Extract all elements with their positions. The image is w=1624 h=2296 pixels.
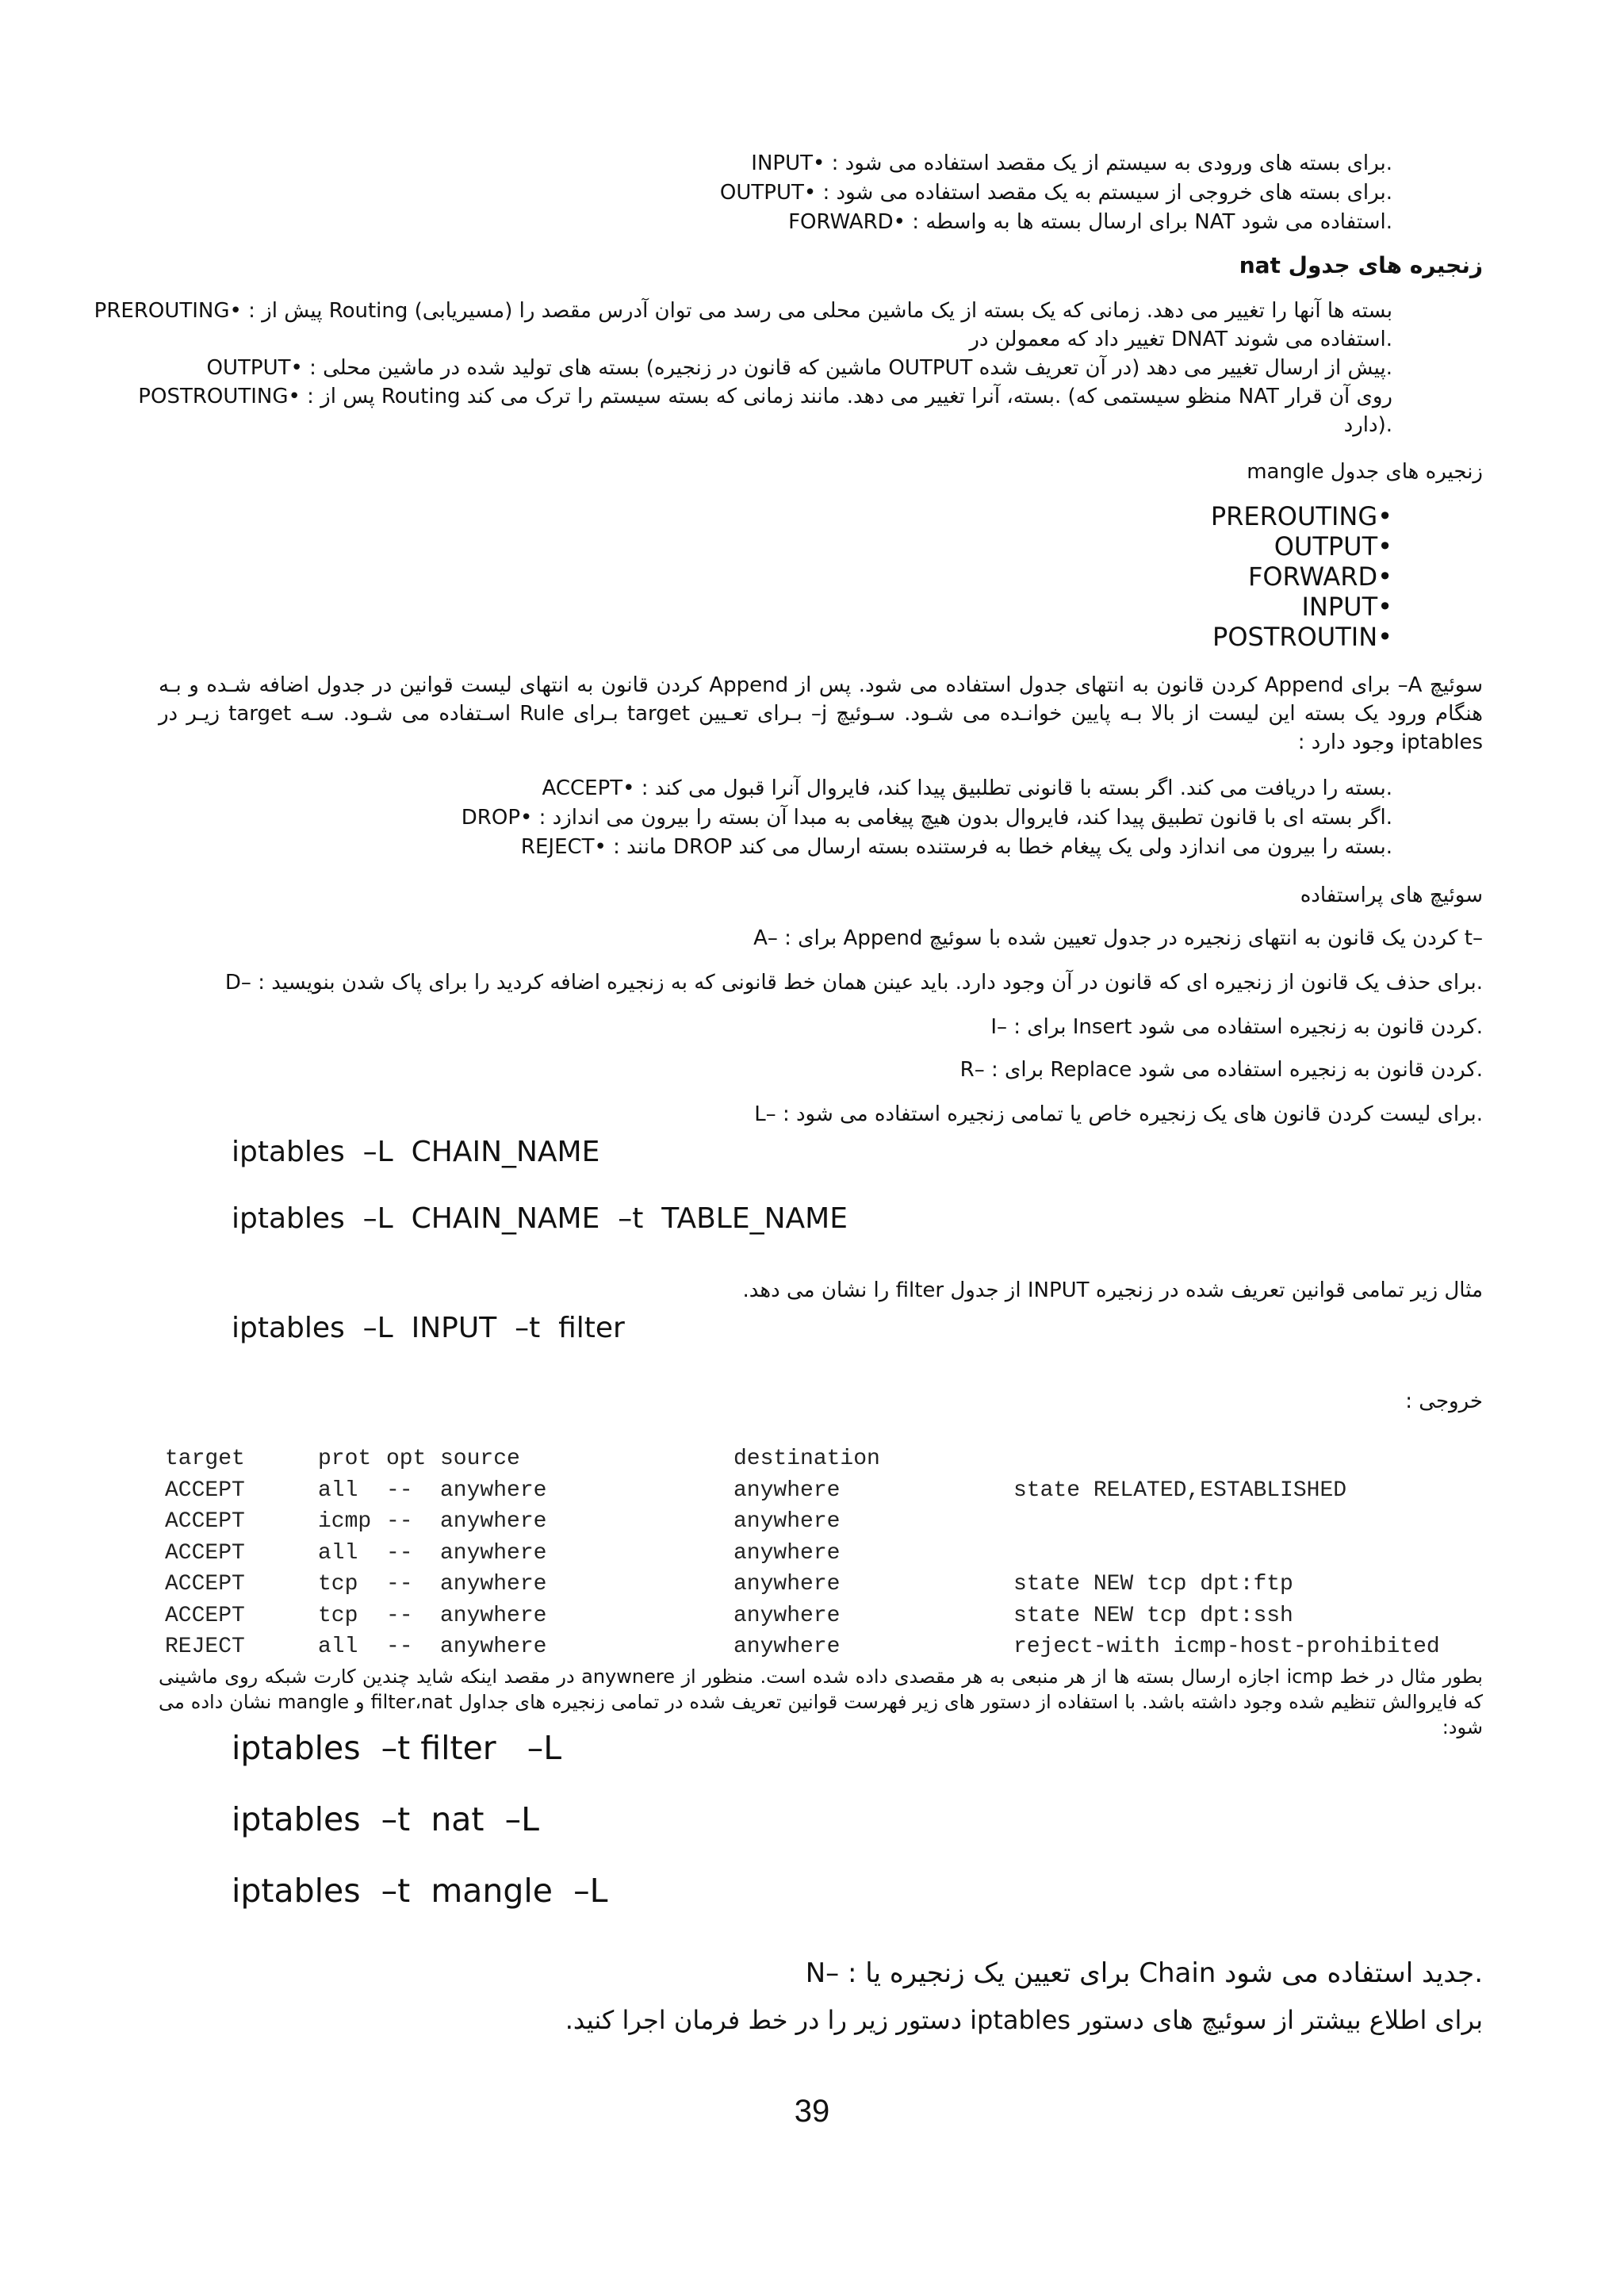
- table-cell: [1013, 1506, 1440, 1538]
- output-table: [165, 1443, 1440, 1663]
- table-cell: all: [318, 1478, 358, 1503]
- table-cell: anywhere: [440, 1540, 547, 1566]
- table-cell: anywhere: [440, 1509, 547, 1535]
- table-cell: ACCEPT: [165, 1540, 245, 1566]
- table-cell: anywhere: [440, 1478, 547, 1503]
- more-info-text: برای اطلاع بیشتر از سوئیچ های دستور iptables دستور زیر را در خط فرمان اجرا کنید.: [565, 2005, 1483, 2035]
- table-row: [165, 1600, 1440, 1632]
- list-item: OUTPUT•: [1274, 531, 1392, 562]
- command-list-chain: iptables –L CHAIN_NAME: [232, 1136, 600, 1168]
- mangle-heading: زنجیره های جدول mangle: [1247, 460, 1483, 484]
- append-paragraph: سوئیچ A– برای Append کردن قانون به انتهای جدول استفاده می شود. پس از Append کردن قانون به انتهای لیست قوانین در جدول اضافه شـده و بـه هنگام ورود یک بسته این لیست از بالا بـه پایین خوانـده می شـود. سـوئیچ j– بـرای تعـیین target بـرای Rule اسـتفاده می شـود. سـه target زیـر در iptables وجود دارد :: [159, 673, 1483, 754]
- table-row: [165, 1506, 1440, 1538]
- list-item: DROP• : اگر بسته ای با قانون تطبیق پیدا کند، فایروال بدون هیچ پیغامی به مبدا آن بسته را بیرون می اندازد.: [461, 806, 1392, 830]
- list-item: OUTPUT• : بسته های تولید شده در ماشین محلی (ماشین که قانون در زنجیره OUTPUT در آن تعریف شده) پیش از ارسال تغییر می دهد.: [206, 356, 1392, 380]
- table-row: [165, 1631, 1440, 1663]
- switches-heading: سوئیچ های پراستفاده: [1300, 884, 1483, 907]
- table-header: source: [440, 1447, 520, 1472]
- switch-append: A– : برای Append کردن یک قانون به انتهای زنجیره در جدول تعیین شده با سوئیچ t–: [753, 926, 1483, 950]
- table-header: target: [165, 1447, 245, 1472]
- nat-chains-list: [84, 297, 1392, 439]
- list-item: POSTROUTING• : پس از Routing بسته، آنرا تغییر می دهد. مانند زمانی که بسته سیستم را ترک می کند. (منظو سیستمی که NAT روی آن قرار دارد).: [138, 385, 1392, 437]
- table-cell: ACCEPT: [165, 1572, 245, 1597]
- table-cell: --: [386, 1509, 413, 1535]
- table-row: [165, 1475, 1440, 1507]
- list-item: ACCEPT• : بسته را دریافت می کند. اگر بسته با قانونی تطلبیق پیدا کند، فایروال آنرا قبول می کند.: [542, 776, 1392, 800]
- nat-heading: زنجیره های جدول nat: [1239, 252, 1483, 278]
- command-mangle-list: iptables –t mangle –L: [232, 1872, 608, 1910]
- table-cell: --: [386, 1540, 413, 1566]
- table-row: [165, 1538, 1440, 1570]
- list-item: REJECT• : مانند DROP بسته را بیرون می اندازد ولی یک پیغام خطا به فرستنده بسته ارسال می کند.: [520, 835, 1392, 859]
- table-header: opt: [386, 1447, 427, 1472]
- command-list-chain-table: iptables –L CHAIN_NAME –t TABLE_NAME: [232, 1202, 848, 1235]
- table-cell: --: [386, 1478, 413, 1503]
- table-cell: reject-with icmp-host-prohibited: [1013, 1635, 1440, 1660]
- command-nat-list: iptables –t nat –L: [232, 1800, 539, 1838]
- table-header: destination: [733, 1447, 880, 1472]
- table-cell: anywhere: [733, 1572, 841, 1597]
- table-cell: anywhere: [733, 1478, 841, 1503]
- new-chain-text: N– : برای تعیین یک زنجیره یا Chain جدید استفاده می شود.: [805, 1957, 1483, 1989]
- example-text: مثال زیر تمامی قوانین تعریف شده در زنجیره INPUT از جدول filter را نشان می دهد.: [742, 1278, 1483, 1302]
- targets-list: [462, 774, 1392, 862]
- table-cell: state NEW tcp dpt:ftp: [1013, 1572, 1293, 1597]
- switch-list: L– : برای لیست کردن قانون های یک زنجیره خاص یا تمامی زنجیره استفاده می شود.: [754, 1102, 1483, 1126]
- command-filter-list: iptables –t filter –L: [232, 1729, 562, 1767]
- list-item: FORWARD•: [1247, 562, 1392, 592]
- table-cell: icmp: [318, 1509, 372, 1535]
- table-cell: --: [386, 1635, 413, 1660]
- table-cell: --: [386, 1572, 413, 1597]
- list-item: POSTROUTIN•: [1212, 622, 1392, 652]
- list-item: INPUT•: [1301, 592, 1392, 622]
- list-item: OUTPUT• : برای بسته های خروجی از سیستم به یک مقصد استفاده می شود.: [719, 181, 1392, 205]
- table-cell: ACCEPT: [165, 1509, 245, 1535]
- table-header-row: [165, 1443, 1440, 1475]
- table-cell: --: [386, 1603, 413, 1628]
- table-cell: anywhere: [440, 1572, 547, 1597]
- table-cell: REJECT: [165, 1635, 245, 1660]
- example-command: iptables –L INPUT –t filter: [232, 1312, 625, 1344]
- table-header: [1013, 1443, 1440, 1475]
- output-label: خروجی :: [1405, 1389, 1483, 1413]
- mangle-chains-list: [1211, 501, 1392, 652]
- switch-insert: I– : برای Insert کردن قانون به زنجیره استفاده می شود.: [990, 1015, 1483, 1039]
- table-cell: [1013, 1538, 1440, 1570]
- table-cell: state NEW tcp dpt:ssh: [1013, 1603, 1293, 1628]
- table-cell: tcp: [318, 1603, 358, 1628]
- table-cell: anywhere: [733, 1509, 841, 1535]
- list-item: FORWARD• : برای ارسال بسته ها به واسطه NAT استفاده می شود.: [788, 210, 1392, 234]
- filter-chains-list: [720, 149, 1392, 237]
- table-cell: tcp: [318, 1572, 358, 1597]
- list-item: INPUT• : برای بسته های ورودی به سیستم از یک مقصد استفاده می شود.: [751, 151, 1392, 175]
- table-row: [165, 1569, 1440, 1600]
- switch-replace: R– : برای Replace کردن قانون به زنجیره استفاده می شود.: [959, 1058, 1483, 1082]
- icmp-paragraph: بطور مثال در خط icmp اجازه ارسال بسته ها از هر منبعی به هر مقصدی داده شده است. منظور از anywnere در مقصد اینکه شاید چندین کارت شبکه روی ماشینی که فایروالش تنظیم شده وجود داشته باشد. با استفاده از دستور های زیر فهرست قوانین تعریف شده در تمامی زنجیره های جداول filter،nat و mangle نشان داده می شود:: [159, 1665, 1483, 1738]
- table-cell: state RELATED,ESTABLISHED: [1013, 1478, 1347, 1503]
- table-cell: ACCEPT: [165, 1478, 245, 1503]
- table-cell: all: [318, 1635, 358, 1660]
- table-cell: anywhere: [440, 1635, 547, 1660]
- table-header: prot: [318, 1447, 372, 1472]
- table-cell: anywhere: [733, 1540, 841, 1566]
- table-cell: all: [318, 1540, 358, 1566]
- switch-delete: D– : برای حذف یک قانون از زنجیره ای که قانون در آن وجود دارد. باید عینن همان خط قانونی که به زنجیره اضافه کردید را برای پاک شدن بنویسید.: [224, 971, 1483, 995]
- table-cell: anywhere: [733, 1635, 841, 1660]
- table-cell: anywhere: [733, 1603, 841, 1628]
- list-item: PREROUTING•: [1210, 501, 1392, 531]
- page-number: 39: [794, 2094, 830, 2129]
- table-cell: ACCEPT: [165, 1603, 245, 1628]
- table-cell: anywhere: [440, 1603, 547, 1628]
- list-item: PREROUTING• : پیش از Routing (مسیریابی) بسته ها آنها را تغییر می دهد. زمانی که یک بسته از یک ماشین محلی می رسد می توان آدرس مقصد را تغییر داد که معمولن در DNAT استفاده می شوند.: [94, 299, 1392, 351]
